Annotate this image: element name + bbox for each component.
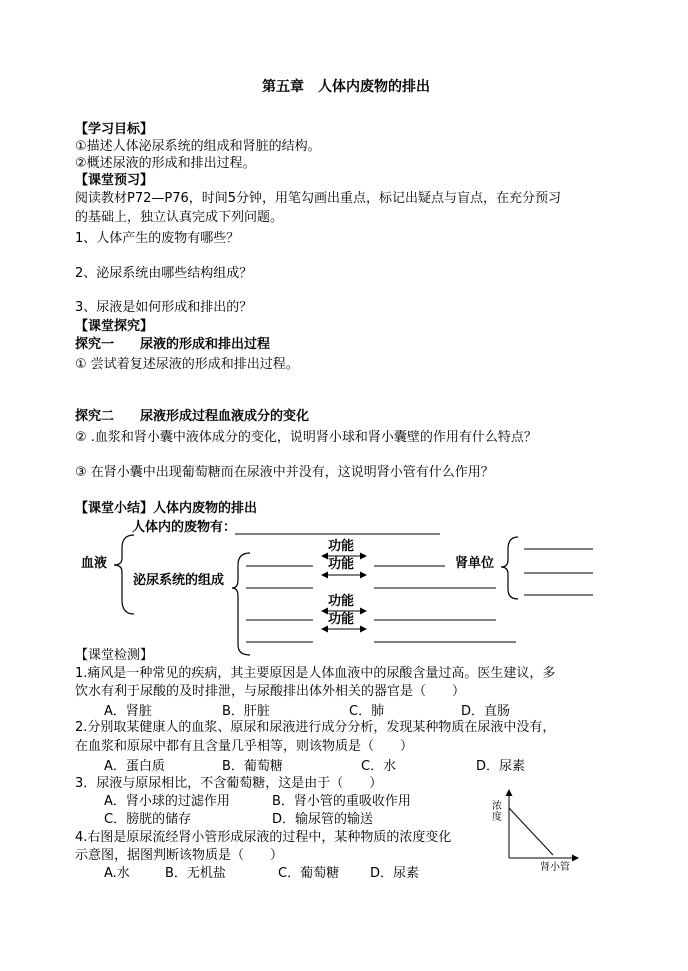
- test-q4-line1: 4.右图是原尿流经肾小管形成尿液的过程中，某种物质的浓度变化: [75, 830, 452, 845]
- explore-part1-title: 探究一 尿液的形成和排出过程: [75, 337, 271, 352]
- test-q3-line: 3．尿液与原尿相比，不含葡萄糖，这是由于（ ）: [75, 776, 383, 791]
- test-q4-option-a: A.水: [104, 866, 130, 881]
- blood-brace: [114, 535, 134, 614]
- summary-function-label-1: 功能: [328, 539, 355, 554]
- preview-heading: 【课堂预习】: [75, 173, 154, 188]
- test-q2-line1: 2.分别取某健康人的血浆、原尿和尿液进行成分分析，发现某种物质在尿液中没有，: [75, 720, 556, 735]
- test-q3-option-b: B．肾小管的重吸收作用: [272, 794, 411, 809]
- test-q2-option-c: C．水: [361, 759, 397, 774]
- preview-question-1: 1、人体产生的废物有哪些？: [75, 231, 240, 246]
- explore-part2-title: 探究二 尿液形成过程血液成分的变化: [75, 409, 310, 424]
- summary-blood-label: 血液: [81, 556, 108, 571]
- graph-curve: [509, 808, 553, 855]
- test-q4-option-c: C．葡萄糖: [278, 866, 340, 881]
- summary-function-label-4: 功能: [328, 612, 355, 627]
- nephron-brace: [501, 537, 518, 599]
- summary-heading: 【课堂小结】人体内废物的排出: [75, 501, 258, 516]
- summary-urinary-label: 泌尿系统的组成: [133, 573, 225, 588]
- test-q4-option-d: D．尿素: [370, 866, 420, 881]
- test-q3-option-a: A．肾小球的过滤作用: [104, 794, 230, 809]
- summary-waste-label: 人体内的废物有：: [132, 520, 237, 535]
- explore-part2-question-1: ② .血浆和肾小囊中液体成分的变化，说明肾小球和肾小囊壁的作用有什么特点？: [75, 430, 537, 445]
- test-q2-line2: 在血浆和原尿中都有且含量几乎相等，则该物质是（ ）: [75, 739, 414, 754]
- test-q3-option-c: C．膀胱的储存: [104, 812, 192, 827]
- summary-nephron-label: 肾单位: [455, 556, 495, 571]
- graph-xlabel: 肾小管: [540, 862, 570, 873]
- explore-heading: 【课堂探究】: [75, 319, 154, 334]
- test-q2-option-b: B．葡萄糖: [222, 759, 283, 774]
- test-q1-option-d: D．直肠: [461, 704, 511, 719]
- preview-question-2: 2、泌尿系统由哪些结构组成？: [75, 266, 253, 281]
- preview-intro-line1: 阅读教材P72—P76，时间5分钟，用笔勾画出重点，标记出疑点与盲点，在充分预习: [75, 191, 562, 206]
- test-q4-line2: 示意图，据图判断该物质是（ ）: [75, 848, 284, 863]
- objective-item-2: ②概述尿液的形成和排出过程。: [75, 156, 256, 171]
- objective-item-1: ①描述人体泌尿系统的组成和肾脏的结构。: [75, 139, 321, 154]
- test-heading: 【课堂检测】: [75, 648, 154, 663]
- test-q3-option-d: D．输尿管的输送: [272, 812, 374, 827]
- test-q1-line1: 1.痛风是一种常见的疾病，其主要原因是人体血液中的尿酸含量过高。医生建议，多: [75, 666, 556, 681]
- test-q1-option-c: C．肺: [349, 704, 385, 719]
- summary-function-label-2: 功能: [328, 557, 355, 572]
- test-q2-option-d: D．尿素: [476, 759, 526, 774]
- page-title: 第五章 人体内废物的排出: [262, 79, 430, 95]
- preview-intro-line2: 的基础上，独立认真完成下列问题。: [75, 210, 284, 225]
- urinary-brace: [232, 553, 250, 655]
- preview-question-3: 3、尿液是如何形成和排出的？: [75, 300, 253, 315]
- graph-ylabel-top: 浓: [492, 801, 502, 812]
- test-q1-option-b: B．肝脏: [222, 704, 270, 719]
- explore-part1-question: ① 尝试着复述尿液的形成和排出过程。: [75, 357, 299, 372]
- test-q4-option-b: B．无机盐: [165, 866, 226, 881]
- graph-ylabel-bottom: 度: [492, 812, 502, 823]
- objectives-heading: 【学习目标】: [75, 122, 154, 137]
- test-q2-option-a: A．蛋白质: [104, 759, 165, 774]
- test-q1-option-a: A．肾脏: [104, 704, 152, 719]
- summary-function-label-3: 功能: [328, 594, 355, 609]
- test-q1-line2: 饮水有利于尿酸的及时排泄，与尿酸排出体外相关的器官是（ ）: [75, 684, 466, 699]
- explore-part2-question-2: ③ 在肾小囊中出现葡萄糖而在尿液中并没有，这说明肾小管有什么作用？: [75, 465, 494, 480]
